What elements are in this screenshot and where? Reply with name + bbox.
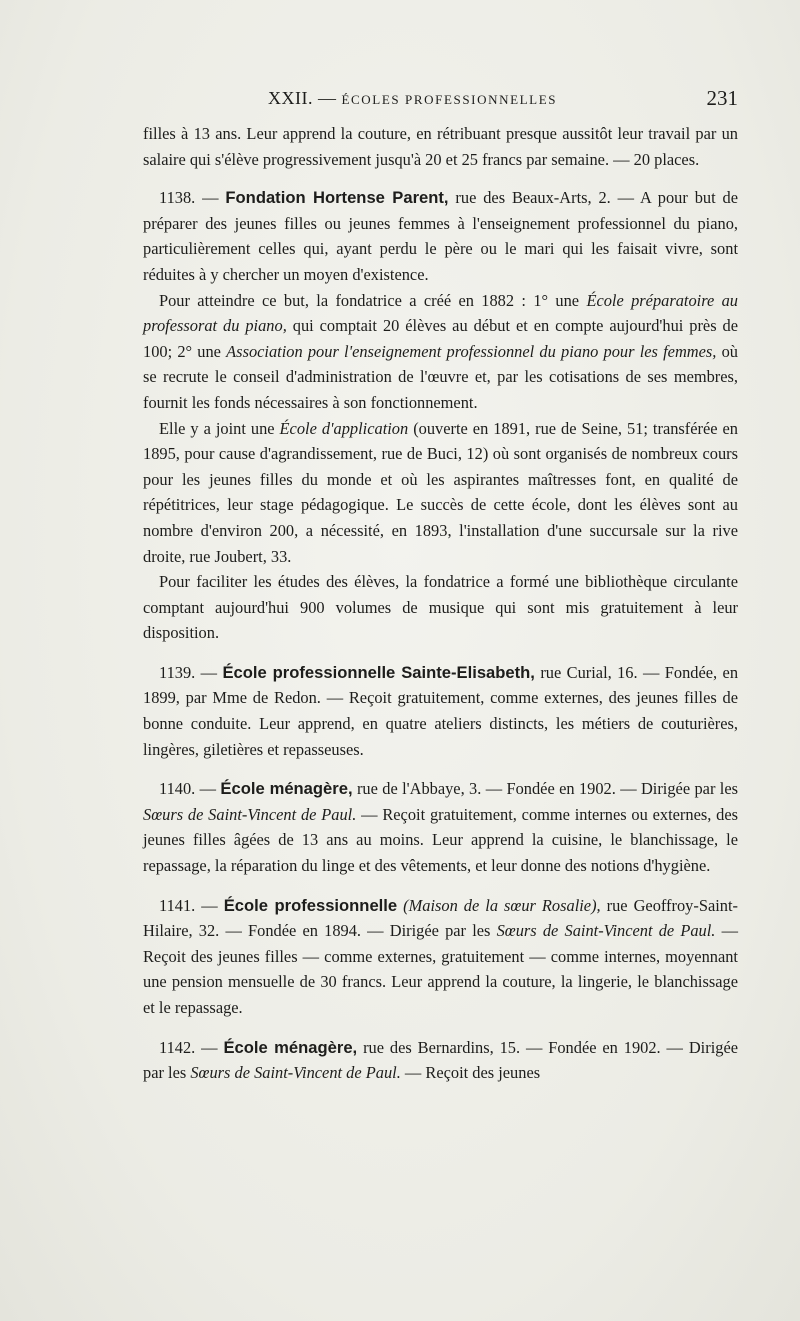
- entry-number: 1139. —: [159, 662, 223, 682]
- italic-text: École préparatoire au professorat du piano,: [143, 290, 738, 336]
- entry-title: École professionnelle: [223, 895, 398, 915]
- chapter-name: ÉCOLES PROFESSIONNELLES: [341, 92, 558, 107]
- paragraph-text: Pour faciliter les études des élèves, la fondatrice a formé une bibliothèque circulante comptant aujourd'hui 900 volumes de musique qui sont mis gratuitement à leur disposition.: [143, 572, 738, 643]
- entry-number: 1141. —: [159, 895, 224, 915]
- italic-text: Association pour l'enseignement professionnel du piano pour les femmes,: [226, 341, 717, 361]
- paragraph-text: (ouverte en 1891, rue de Seine, 51; transférée en 1895, pour cause d'agrandissement, rue de Buci, 12) où sont organisés de nombreux cours pour les jeunes filles du monde et où les aspirantes maîtresses font, en qualité de répétitrices, leur stage pédagogique. Le succès de cette école, dont les élèves sont au nombre d'environ 200, a nécessité, en 1893, l'installation d'une succursale sur la rive droite, rue Joubert, 33.: [143, 418, 738, 566]
- entry-1142: [143, 1035, 738, 1086]
- entry-number: 1142. —: [159, 1037, 224, 1057]
- entry-text: rue des Beaux-Arts, 2. — A pour but de préparer des jeunes filles ou jeunes femmes à l'enseignement professionnel du piano, particulièrement celles qui, ayant perdu le père ou le mari qui les faisait vivre, sont réduites à y chercher un moyen d'existence.: [143, 188, 738, 284]
- italic-text: (Maison de la sœur Rosalie),: [397, 895, 601, 915]
- entry-text: — Reçoit des jeunes filles — comme externes, gratuitement — comme internes, moyennant une pension mensuelle de 30 francs. Leur apprend la couture, la lingerie, le blanchissage et le repassage.: [143, 921, 738, 1017]
- italic-text: Sœurs de Saint-Vincent de Paul.: [143, 804, 357, 824]
- entry-text: rue Curial, 16. — Fondée, en 1899, par Mme de Redon. — Reçoit gratuitement, comme externes, des jeunes filles de bonne conduite. Leur apprend, en quatre ateliers distincts, les métiers de couturières, lingères, giletières et repasseuses.: [143, 662, 739, 759]
- paragraph-fondation-1: [143, 288, 738, 416]
- paragraph-text: où se recrute le conseil d'administration de l'œuvre et, par les cotisations de ses membres, fournit les fonds nécessaires à son fonctionnement.: [143, 341, 738, 412]
- paragraph-text: Elle y a joint une: [159, 418, 280, 438]
- entry-number: 1138. —: [159, 188, 226, 208]
- running-header: [143, 86, 738, 116]
- entry-title: École ménagère,: [220, 779, 353, 799]
- chapter-title: [268, 88, 557, 109]
- paragraph-text: filles à 13 ans. Leur apprend la couture, en rétribuant presque aussitôt leur travail par un salaire qui s'élève progressivement jusqu'à 20 et 25 francs par semaine. — 20 places.: [143, 124, 738, 169]
- chapter-numeral: XXII. —: [268, 88, 342, 108]
- entry-1138: [143, 185, 738, 287]
- entry-text: — Reçoit des jeunes: [400, 1063, 541, 1083]
- paragraph-continuation: [143, 121, 738, 172]
- entry-number: 1140. —: [159, 779, 221, 799]
- entry-1139: [143, 660, 738, 762]
- entry-text: rue de l'Abbaye, 3. — Fondée en 1902. — Dirigée par les: [352, 779, 738, 799]
- entry-title: École professionnelle Sainte-Elisabeth,: [222, 662, 535, 682]
- entry-1141: [143, 893, 738, 1021]
- page-number: 231: [706, 86, 738, 110]
- paragraph-fondation-2: [143, 416, 738, 570]
- entry-text: — Reçoit gratuitement, comme internes ou externes, des jeunes filles âgées de 13 ans au moins. Leur apprend la cuisine, le blanchissage, le repassage, la réparation du linge et des vêtements, et leur donne des notions d'hygiène.: [143, 804, 738, 876]
- entry-text: rue Geoffroy-Saint-Hilaire, 32. — Fondée en 1894. — Dirigée par les: [143, 895, 738, 941]
- paragraph-text: Pour atteindre ce but, la fondatrice a créé en 1882 : 1° une: [159, 290, 587, 310]
- body-text: [143, 121, 738, 1086]
- entry-title: École ménagère,: [223, 1037, 358, 1057]
- entry-text: rue des Bernardins, 15. — Fondée en 1902. — Dirigée par les: [143, 1037, 738, 1083]
- paragraph-fondation-3: [143, 569, 738, 646]
- paragraph-text: qui comptait 20 élèves au début et en compte aujourd'hui près de 100; 2° une: [143, 316, 738, 361]
- italic-text: Sœurs de Saint-Vincent de Paul.: [496, 921, 716, 941]
- italic-text: Sœurs de Saint-Vincent de Paul.: [190, 1063, 401, 1083]
- entry-title: Fondation Hortense Parent,: [225, 188, 449, 208]
- italic-text: École d'application: [279, 418, 409, 438]
- entry-1140: [143, 776, 738, 878]
